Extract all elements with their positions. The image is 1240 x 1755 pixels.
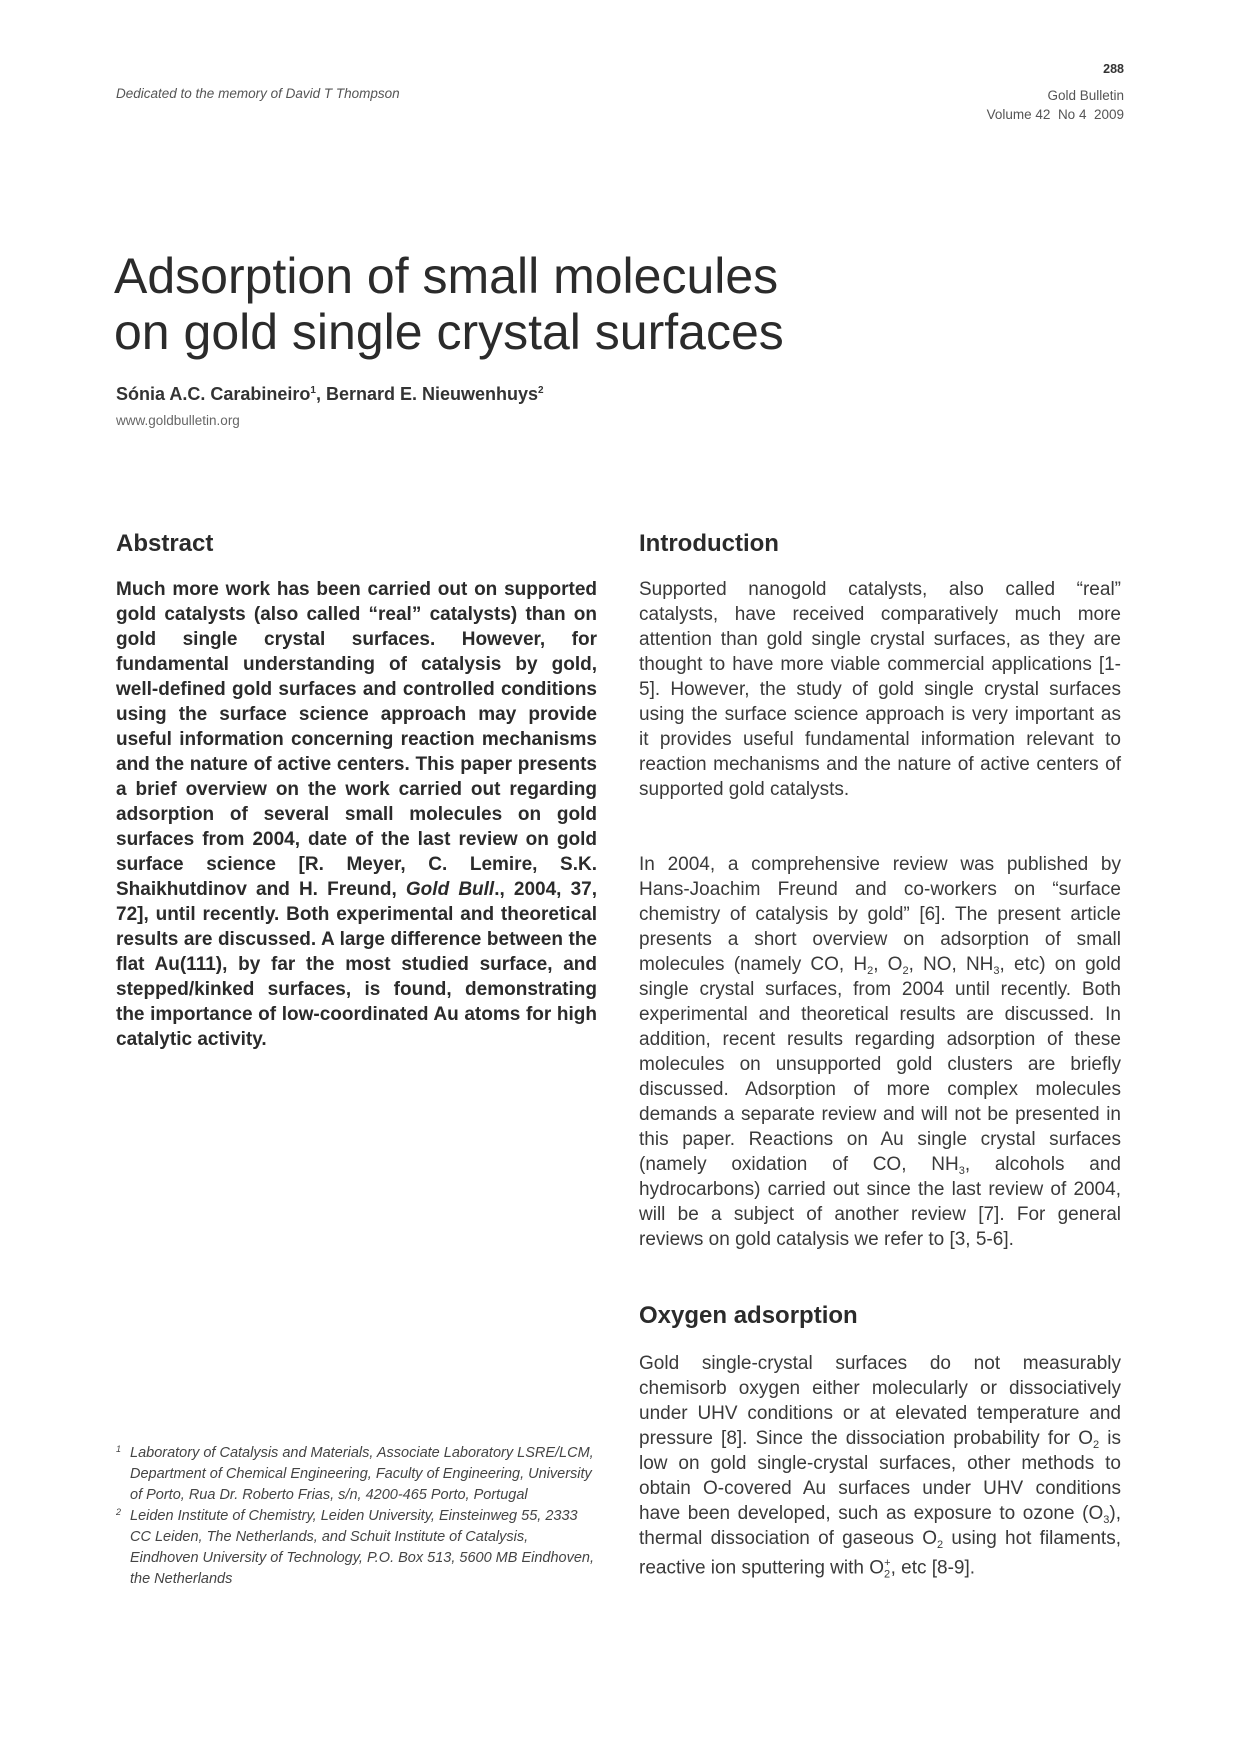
footnote-text: Leiden Institute of Chemistry, Leiden University, Einsteinweg 55, 2333 CC Leiden, The Netherlands, and Schuit Institute of Catalysis, Eindhoven University of Technology, P.O. Box 513, 5600 MB Eindhoven, the Netherlands <box>130 1508 595 1587</box>
page-number: 288 <box>1103 62 1124 76</box>
introduction-paragraph-1: Supported nanogold catalysts, also called “real” catalysts, have received comparatively much more attention than gold single crystal surfaces, as they are thought to have more viable commercial applications [1-5]. However, the study of gold single crystal surfaces using the surface science approach is very important as it provides useful fundamental information relevant to reaction mechanisms and the nature of active centers of supported gold catalysts. <box>639 579 1121 800</box>
intro-p2-text: , alcohols and hydrocarbons) carried out since the last review of 2004, will be a subject of another review [7]. For general reviews on gold catalysis we refer to [3, 5-6]. <box>639 1154 1121 1250</box>
subscript: 3 <box>993 965 1000 977</box>
subscript: 2 <box>867 965 874 977</box>
author-1-affiliation: 1 <box>310 385 316 396</box>
abstract-text <box>116 577 597 1052</box>
journal-volume: Volume 42 No 4 2009 <box>986 107 1124 122</box>
dedication-line: Dedicated to the memory of David T Thompson <box>116 86 400 101</box>
journal-info <box>987 86 1124 124</box>
subscript: 3 <box>958 1165 965 1177</box>
footnote-2 <box>116 1506 596 1590</box>
title-line-2: on gold single crystal surfaces <box>114 304 784 360</box>
title-line-1: Adsorption of small molecules <box>114 248 779 304</box>
affiliation-footnotes <box>116 1443 596 1590</box>
subscript: 2 <box>1093 1439 1100 1451</box>
author-2-affiliation: 2 <box>538 385 544 396</box>
oxygen-text: is low on gold single-crystal surfaces, other methods to obtain O-covered Au surfaces under UHV conditions have been developed, such as exposure to ozone (O <box>639 1428 1121 1524</box>
oxygen-text: using hot filaments, reactive ion sputtering with O <box>639 1528 1121 1579</box>
abstract-text-b: ., 2004, 37, 72], until recently. Both experimental and theoretical results are discussed. A large difference between the flat Au(111), by far the most studied surface, and stepped/kinked surfaces, is found, demonstrating the importance of low-coordinated Au atoms for high catalytic activity. <box>116 879 598 1050</box>
oxygen-adsorption-paragraph <box>639 1351 1121 1580</box>
superscript: + <box>884 1557 891 1569</box>
abstract-heading: Abstract <box>116 530 214 557</box>
abstract-journal-italic: Gold Bull <box>405 879 495 900</box>
oxygen-text: , etc [8-9]. <box>890 1557 976 1579</box>
journal-name: Gold Bulletin <box>1047 88 1124 103</box>
subscript: 2 <box>902 965 909 977</box>
author-list <box>116 384 544 405</box>
journal-url: www.goldbulletin.org <box>116 413 240 428</box>
subscript: 2 <box>884 1568 891 1581</box>
introduction-heading: Introduction <box>639 530 779 557</box>
introduction-paragraph-2 <box>639 852 1121 1252</box>
footnote-1 <box>116 1443 596 1506</box>
subscript: 2 <box>937 1539 944 1551</box>
author-2: , Bernard E. Nieuwenhuys <box>315 384 538 404</box>
footnote-number: 2 <box>116 1507 122 1517</box>
intro-p2-text: In 2004, a comprehensive review was published by Hans-Joachim Freund and co-workers on “surface chemistry of catalysis by gold” [6]. The present article presents a short overview on adsorption of small molecules (namely CO, H <box>639 854 1121 975</box>
article-title <box>114 248 1014 360</box>
subscript: 3 <box>1103 1514 1110 1526</box>
intro-p2-text: , etc) on gold single crystal surfaces, from 2004 until recently. Both experimental and theoretical results are discussed. In addition, recent results regarding adsorption of these molecules on unsupported gold clusters are briefly discussed. Adsorption of more complex molecules demands a separate review and will not be presented in this paper. Reactions on Au single crystal surfaces (namely oxidation of CO, NH <box>639 954 1122 1175</box>
intro-p2-text: , NO, NH <box>908 954 994 975</box>
oxygen-adsorption-heading: Oxygen adsorption <box>639 1302 858 1329</box>
oxygen-text: ), thermal dissociation of gaseous O <box>639 1503 1121 1549</box>
abstract-text-a: Much more work has been carried out on supported gold catalysts (also called “real” catalysts) than on gold single crystal surfaces. However, for fundamental understanding of catalysis by gold, well-defined gold surfaces and controlled conditions using the surface science approach may provide useful information concerning reaction mechanisms and the nature of active centers. This paper presents a brief overview on the work carried out regarding adsorption of several small molecules on gold surfaces from 2004, date of the last review on gold surface science [R. Meyer, C. Lemire, S.K. Shaikhutdinov and H. Freund, <box>116 579 597 900</box>
oxygen-text: Gold single-crystal surfaces do not measurably chemisorb oxygen either molecularly or dissociatively under UHV conditions or at elevated temperature and pressure [8]. Since the dissociation probability for O <box>639 1353 1121 1449</box>
footnote-number: 1 <box>116 1444 122 1454</box>
intro-p2-text: , O <box>873 954 903 975</box>
footnote-text: Laboratory of Catalysis and Materials, Associate Laboratory LSRE/LCM, Department of Chemical Engineering, Faculty of Engineering, University of Porto, Rua Dr. Roberto Frias, s/n, 4200-465 Porto, Portugal <box>130 1445 594 1503</box>
author-1: Sónia A.C. Carabineiro <box>116 384 311 404</box>
